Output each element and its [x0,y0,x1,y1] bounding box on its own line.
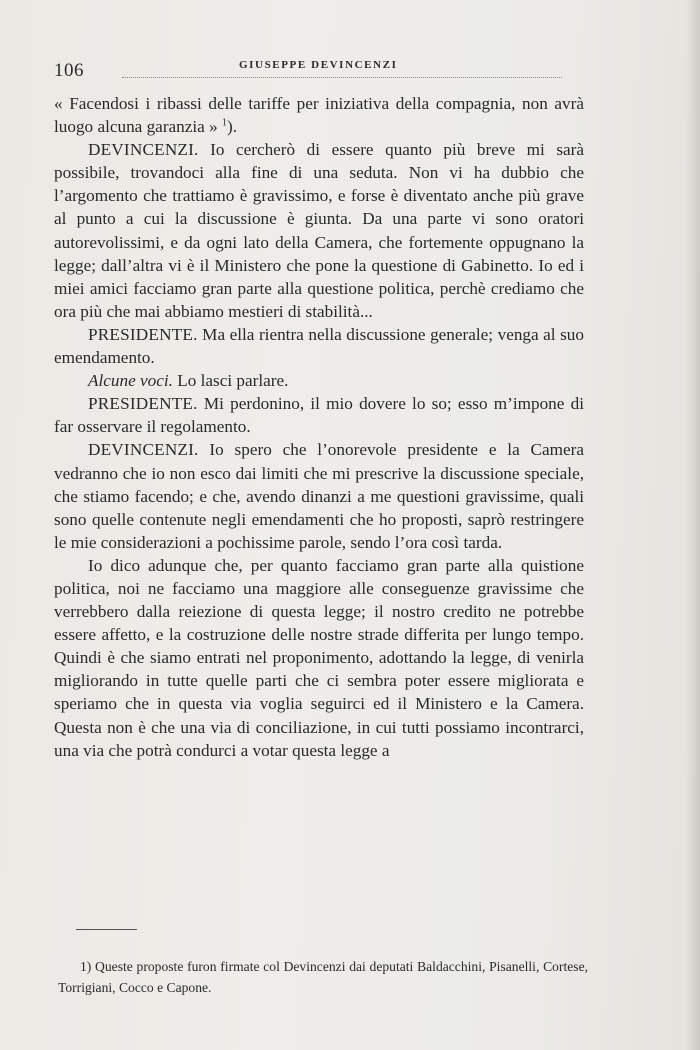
speaker-name: PRESIDENTE. [88,324,198,344]
quote-end: ). [226,117,238,137]
footnote-rule [76,929,137,930]
speaker-voices: Alcune voci. [88,371,173,391]
paragraph-alcune-voci [54,369,584,392]
quote-paragraph [54,92,584,138]
footnote [58,956,588,998]
paragraph-presidente-2 [54,392,584,438]
speaker-name: PRESIDENTE. [88,394,198,414]
paragraph-text: Io cercherò di essere quanto più breve mi sarà possibile, trovandoci alla fine di una seduta. Non vi ha dubbio che l’argomento che trattiamo è gravissimo, e forse è diventato anche più grave al punto a cui la discussione è giunta. Da una parte vi sono oratori autorevolissimi, e da ogni lato della Camera, che fortemente oppugnano la legge; dall’altra vi è il Ministero che pone la questione di Gabinetto. Io ed i miei amici facciamo gran parte alla questione politica, perchè crediamo che ora più che mai abbiamo mestieri di stabilità... [54,140,584,321]
running-head: GIUSEPPE DEVINCENZI [239,59,398,71]
page-number: 106 [54,60,84,81]
page-edge-shadow [686,0,700,1050]
footnote-marker: 1 [80,958,87,974]
footnote-ref: 1 [221,117,227,129]
paragraph-text: Ma ella rientra nella discussione generale; venga al suo emendamento. [54,324,584,368]
paragraph-text: Lo lasci parlare. [172,371,289,391]
paragraph-presidente-1 [54,323,584,369]
header-rule [122,77,562,78]
speaker-name: DEVINCENZI. [88,140,199,160]
quote-text: « Facendosi i ribassi delle tariffe per iniziativa della compagnia, non avrà luogo alcuna garanzia » [54,94,584,137]
paragraph-devincenzi-2 [54,438,584,553]
paragraph-devincenzi-3 [54,554,584,762]
paragraph-text: Io dico adunque che, per quanto facciamo gran parte alla quistione politica, noi ne facciamo una maggiore alle conseguenze gravissime che verrebbero dalla reiezione di questa legge; il nostro credito ne potrebbe essere affetto, e la costruzione delle nostre strade differita per lungo tempo. Quindi è che siamo entrati nel proponimento, adottando la legge, di venirla migliorando in tutte quelle parti che ci sembra poter essere migliorata e speriamo che in questa via voglia seguirci ed il Ministero e la Camera. Questa non è che una via di conciliazione, in cui tutti possiamo incontrarci, una via che potrà condurci a votar questa legge a [54,555,584,760]
speaker-name: DEVINCENZI. [88,440,199,460]
paragraph-text: Io spero che l’onorevole presidente e la Camera vedranno che io non esco dai limiti che mi prescrive la discussione speciale, che stiamo facendo; e che, avendo dinanzi a me questioni gravissime, quali sono quelle contenute negli emendamenti che ho proposti, saprò restringere le mie considerazioni a pochissime parole, sendo l’ora così tarda. [54,440,584,552]
body-text [54,92,584,762]
footnote-text: ) Queste proposte furon firmate col Devincenzi dai deputati Baldacchini, Pisanelli, Cortese, Torrigiani, Cocco e Capone. [58,958,588,995]
paragraph-text: Mi perdonino, il mio dovere lo so; esso m’impone di far osservare il regolamento. [54,394,584,437]
paragraph-devincenzi-1 [54,138,584,323]
page-header [54,56,574,80]
